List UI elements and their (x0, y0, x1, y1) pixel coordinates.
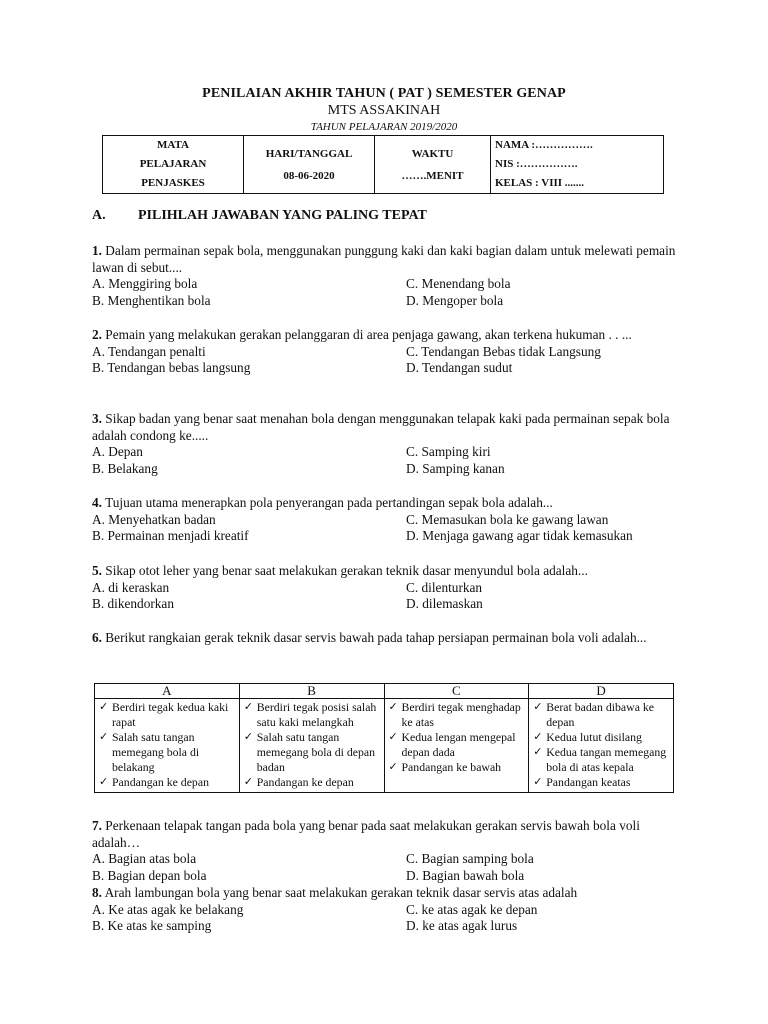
checkmark-icon: ✓ (99, 731, 109, 743)
question-1: 1. Dalam permainan sepak bola, menggunakan punggung kaki dan kaki bagian dalam untuk melewati pemain lawan di sebut.... A. Menggiring bola C. Menendang bola B. Menghentikan bola D. Mengoper bola (92, 243, 682, 309)
option-b: B. Bagian depan bola (92, 867, 207, 883)
option-b: B. Ke atas ke samping (92, 918, 212, 933)
option-b: B. Permainan menjadi kreatif (92, 528, 249, 543)
school-name: MTS ASSAKINAH (327, 103, 441, 118)
question-3: 3. Sikap badan yang benar saat menahan bola dengan menggunakan telapak kaki pada permainan sepak bola adalah condong ke..... A. Depan C. Samping kiri B. Belakang D. Samping kanan (92, 411, 682, 477)
option-c: C. Bagian samping bola (406, 851, 534, 866)
option-c: C. Samping kiri (406, 444, 491, 459)
option-a: A. Bagian atas bola (92, 851, 197, 866)
checkmark-icon: ✓ (533, 701, 543, 713)
checkmark-icon: ✓ (99, 701, 109, 713)
column-header: B (239, 684, 384, 699)
option-c: C. Tendangan Bebas tidak Langsung (406, 343, 601, 359)
date-cell: HARI/TANGGAL 08-06-2020 (244, 136, 375, 194)
name-field: NAMA :……………. (495, 139, 593, 151)
option-b: B. dikendorkan (92, 596, 174, 611)
option-d: D. Tendangan sudut (406, 360, 513, 375)
nis-field: NIS :……………. (495, 158, 578, 170)
question-4: 4. Tujuan utama menerapkan pola penyerangan pada pertandingan sepak bola adalah... A. Menyehatkan badan C. Memasukan bola ke gawang lawan B. Permainan menjadi kreatif D. Menjaga gawang agar tidak kemasukan (92, 495, 682, 545)
class-field: KELAS : VIII ....... (495, 177, 585, 189)
option-a: A. Menyehatkan badan (92, 511, 216, 527)
option-a: A. Depan (92, 444, 143, 459)
option-a: A. Ke atas agak ke belakang (92, 901, 244, 917)
checkmark-icon: ✓ (388, 731, 398, 743)
option-a: A. di keraskan (92, 579, 170, 595)
checkmark-icon: ✓ (243, 701, 253, 713)
question-8: 8. Arah lambungan bola yang benar saat melakukan gerakan teknik dasar servis atas adalah A. Ke atas agak ke belakang C. ke atas agak ke depan B. Ke atas ke samping D. ke atas agak lurus (92, 885, 682, 935)
option-c-cell: ✓ Berdiri tegak menghadap ke atas ✓ Kedua lengan mengepal depan dada ✓ Pandangan ke bawah (384, 699, 529, 793)
option-c: C. Menendang bola (406, 276, 511, 291)
option-d-cell: ✓ Berat badan dibawa ke depan ✓ Kedua lutut disilang ✓ Kedua tangan memegang bola di atas kepala ✓ Pandangan keatas (529, 699, 674, 793)
subject-cell: MATA PELAJARAN PENJASKES (103, 136, 244, 194)
time-cell: WAKTU …….MENIT (375, 136, 491, 194)
section-heading: A. PILIHLAH JAWABAN YANG PALING TEPAT (92, 208, 427, 223)
checkmark-icon: ✓ (388, 761, 398, 773)
column-header: D (529, 684, 674, 699)
column-header: A (95, 684, 240, 699)
option-d: D. Bagian bawah bola (406, 867, 525, 883)
option-a: A. Menggiring bola (92, 276, 198, 291)
option-b: B. Menghentikan bola (92, 292, 211, 308)
option-a-cell: ✓ Berdiri tegak kedua kaki rapat ✓ Salah satu tangan memegang bola di belakang ✓ Pandangan ke depan (95, 699, 240, 793)
option-b: B. Tendangan bebas langsung (92, 360, 251, 375)
checkmark-icon: ✓ (388, 701, 398, 713)
question-2: 2. Pemain yang melakukan gerakan pelanggaran di area penjaga gawang, akan terkena hukuman . . ... A. Tendangan penalti C. Tendangan Bebas tidak Langsung B. Tendangan bebas langsung D. Tendangan sudut (92, 327, 682, 377)
question-5: 5. Sikap otot leher yang benar saat melakukan gerakan teknik dasar menyundul bola adalah... A. di keraskan C. dilenturkan B. dikendorkan D. dilemaskan (92, 563, 682, 613)
option-c: C. dilenturkan (406, 579, 483, 595)
exam-info-table (102, 135, 664, 194)
option-c: C. ke atas agak ke depan (406, 901, 538, 917)
checkmark-icon: ✓ (533, 731, 543, 743)
checkmark-icon: ✓ (99, 776, 109, 788)
checkmark-icon: ✓ (533, 746, 543, 758)
checkmark-icon: ✓ (243, 731, 253, 743)
question-7: 7. Perkenaan telapak tangan pada bola yang benar pada saat melakukan gerakan servis bawah bola voli adalah… A. Bagian atas bola C. Bagian samping bola B. Bagian depan bola D. Bagian bawah bola (92, 818, 682, 884)
q6-options-table (94, 683, 674, 793)
student-identity-cell (491, 136, 664, 194)
option-d: D. Menjaga gawang agar tidak kemasukan (406, 528, 633, 543)
checkmark-icon: ✓ (533, 776, 543, 788)
option-d: D. dilemaskan (406, 596, 483, 611)
option-d: D. ke atas agak lurus (406, 918, 518, 933)
question-6: 6. Berikut rangkaian gerak teknik dasar servis bawah pada tahap persiapan permainan bola voli adalah... (92, 630, 647, 645)
academic-year: TAHUN PELAJARAN 2019/2020 (310, 121, 458, 133)
column-header: C (384, 684, 529, 699)
option-a: A. Tendangan penalti (92, 343, 206, 359)
option-b-cell: ✓ Berdiri tegak posisi salah satu kaki melangkah ✓ Salah satu tangan memegang bola di depan badan ✓ Pandangan ke depan (239, 699, 384, 793)
option-b: B. Belakang (92, 460, 158, 476)
checkmark-icon: ✓ (243, 776, 253, 788)
option-d: D. Samping kanan (406, 460, 505, 476)
exam-title: PENILAIAN AKHIR TAHUN ( PAT ) SEMESTER GENAP (202, 86, 566, 101)
option-c: C. Memasukan bola ke gawang lawan (406, 511, 609, 527)
option-d: D. Mengoper bola (406, 292, 504, 308)
